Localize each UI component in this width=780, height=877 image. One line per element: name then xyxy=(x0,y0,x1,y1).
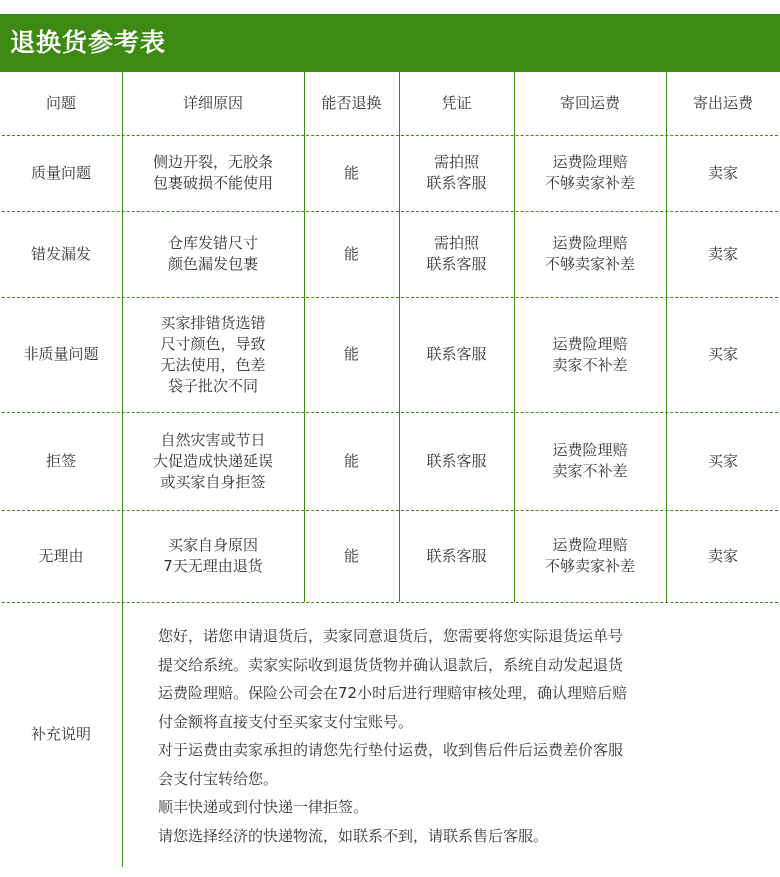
table-row-send-shipping: 卖家 xyxy=(707,244,738,263)
table-row-proof xyxy=(399,412,514,510)
header-return-shipping: 寄回运费 xyxy=(559,94,620,112)
page-title: 退换货参考表 xyxy=(10,28,167,57)
proof-text: 联系客服 xyxy=(426,451,487,470)
reason-text: 买家自身原因 7天无理由退货 xyxy=(163,536,263,575)
notes-content xyxy=(158,622,758,850)
notes-line: 顺丰快递或到付快递一律拒签。 xyxy=(158,798,369,816)
proof-text: 需拍照 联系客服 xyxy=(426,153,487,192)
table-row-reason xyxy=(122,510,304,602)
table-row-returnable: 能 xyxy=(343,546,359,565)
table-row-send-shipping: 买家 xyxy=(707,451,738,470)
title-bar xyxy=(0,14,780,72)
proof-text: 联系客服 xyxy=(426,546,487,565)
reason-text: 侧边开裂，无胶条 包裹破损不能使用 xyxy=(152,153,273,192)
table-row-return-shipping xyxy=(514,510,666,602)
table-row-return-shipping xyxy=(514,297,666,412)
table-row-issue: 拒签 xyxy=(45,451,76,470)
reason-text: 仓库发错尺寸 颜色漏发包裹 xyxy=(167,234,258,273)
table-row-reason xyxy=(122,211,304,297)
table-row-send-shipping: 卖家 xyxy=(707,546,738,565)
table-row-issue: 质量问题 xyxy=(30,163,91,182)
header-returnable: 能否退换 xyxy=(321,94,382,112)
table-row-reason xyxy=(122,135,304,211)
return-shipping-text: 运费险理赔 不够卖家补差 xyxy=(544,153,635,192)
reason-text: 自然灾害或节日 大促造成快递延误 或买家自身拒签 xyxy=(152,430,273,491)
return-shipping-text: 运费险理赔 卖家不补差 xyxy=(552,334,628,374)
notes-line: 会支付宝转给您。 xyxy=(158,769,279,788)
table-row-send-shipping: 卖家 xyxy=(707,163,738,182)
header-send-shipping: 寄出运费 xyxy=(692,94,753,112)
return-shipping-text: 运费险理赔 不够卖家补差 xyxy=(544,536,635,575)
notes-line: 提交给系统。卖家实际收到退货货物并确认退款后，系统自动发起退货 xyxy=(158,655,624,674)
notes-line: 您好，诺您申请退货后，卖家同意退货后，您需要将您实际退货运单号 xyxy=(158,627,624,645)
notes-line: 请您选择经济的快递物流，如联系不到，请联系售后客服。 xyxy=(158,826,549,845)
table-row-issue: 无理由 xyxy=(38,546,84,565)
proof-text: 联系客服 xyxy=(426,345,487,363)
table-row-proof xyxy=(399,211,514,297)
table-row-proof xyxy=(399,135,514,211)
table-row-returnable: 能 xyxy=(343,451,359,470)
table-row-proof xyxy=(399,510,514,602)
return-shipping-text: 运费险理赔 卖家不补差 xyxy=(552,441,628,480)
header-reason: 详细原因 xyxy=(182,94,243,112)
reason-text: 买家排错货选错 尺寸颜色，导致 无法使用，色差 袋子批次不同 xyxy=(160,313,266,395)
return-shipping-text: 运费险理赔 不够卖家补差 xyxy=(544,234,635,273)
table-row-reason xyxy=(122,297,304,412)
table-row-return-shipping xyxy=(514,412,666,510)
header-proof: 凭证 xyxy=(441,94,472,112)
table-row-issue: 非质量问题 xyxy=(23,345,99,363)
table-row-returnable: 能 xyxy=(343,163,359,182)
table-row-returnable: 能 xyxy=(343,244,359,263)
notes-line: 付金额将直接支付至买家支付宝账号。 xyxy=(158,712,414,731)
table-row-issue: 错发漏发 xyxy=(30,244,91,263)
notes-label: 补充说明 xyxy=(30,725,91,743)
proof-text: 需拍照 联系客服 xyxy=(426,234,487,273)
table-row-returnable: 能 xyxy=(343,345,359,363)
notes-line: 对于运费由卖家承担的请您先行垫付运费，收到售后件后运费差价客服 xyxy=(158,741,624,759)
notes-line: 运费险理赔。保险公司会在72小时后进行理赔审核处理，确认理赔后赔 xyxy=(158,684,628,702)
table-row-return-shipping xyxy=(514,135,666,211)
table-row-proof xyxy=(399,297,514,412)
table-row-send-shipping: 买家 xyxy=(707,345,738,363)
table-row-return-shipping xyxy=(514,211,666,297)
table-row-reason xyxy=(122,412,304,510)
header-issue: 问题 xyxy=(45,94,76,112)
